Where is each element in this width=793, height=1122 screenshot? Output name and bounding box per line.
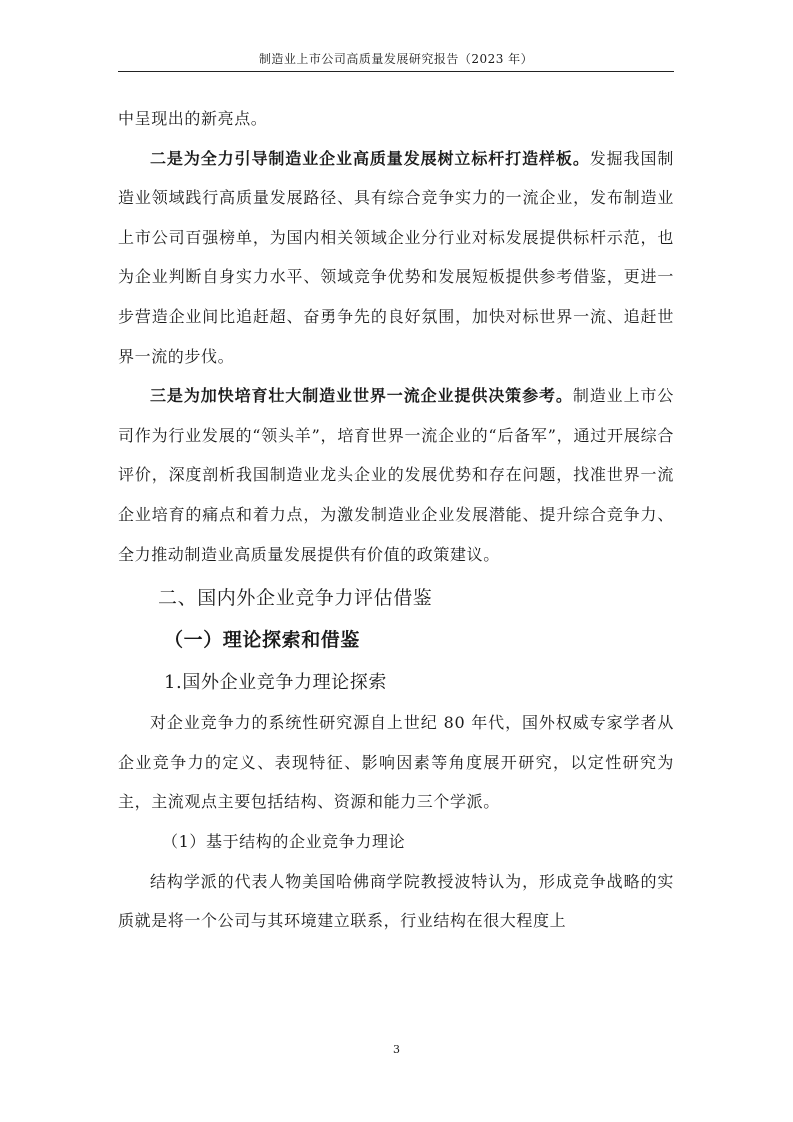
- paragraph-third-purpose: [118, 376, 674, 574]
- document-body: [118, 99, 674, 941]
- paragraph-second-purpose: [118, 139, 674, 377]
- item-heading: （1）基于结构的企业竞争力理论: [162, 831, 406, 851]
- header-divider: [118, 71, 674, 72]
- paragraph-continuation: 中呈现出的新亮点。: [118, 109, 268, 128]
- page-number: 3: [393, 1043, 400, 1056]
- subsection-heading: （一）理论探索和借鉴: [164, 629, 361, 652]
- paragraph: 对企业竞争力的系统性研究源自上世纪 80 年代，国外权威专家学者从企业竞争力的定义、表现特征、影响因素等角度展开研究，以定性研究为主，主流观点主要包括结构、资源和能力三个学派。: [118, 713, 674, 812]
- paragraph-lead: 三是为加快培育壮大制造业世界一流企业提供决策参考。: [150, 386, 573, 406]
- paragraph-lead: 二是为全力引导制造业企业高质量发展树立标杆打造样板。: [150, 148, 590, 168]
- running-header: 制造业上市公司高质量发展研究报告（2023 年）: [258, 52, 534, 66]
- sub-subsection-heading: 1.国外企业竞争力理论探索: [164, 672, 387, 694]
- paragraph: 结构学派的代表人物美国哈佛商学院教授波特认为，形成竞争战略的实质就是将一个公司与其环境建立联系，行业结构在很大程度上: [118, 871, 674, 931]
- paragraph-text: 制造业上市公司作为行业发展的“领头羊”，培育世界一流企业的“后备军”，通过开展综合评价，深度剖析我国制造业龙头企业的发展优势和存在问题，找准世界一流企业培育的痛点和着力点，为激发制造业企业发展潜能、提升综合竞争力、全力推动制造业高质量发展提供有价值的政策建议。: [118, 386, 674, 564]
- paragraph-text: 发掘我国制造业领域践行高质量发展路径、具有综合竞争实力的一流企业，发布制造业上市公司百强榜单，为国内相关领域企业分行业对标发展提供标杆示范，也为企业判断自身实力水平、领域竞争优势和发展短板提供参考借鉴，更进一步营造企业间比追赶超、奋勇争先的良好氛围，加快对标世界一流、追赶世界一流的步伐。: [118, 148, 674, 366]
- section-heading: 二、国内外企业竞争力评估借鉴: [158, 587, 433, 610]
